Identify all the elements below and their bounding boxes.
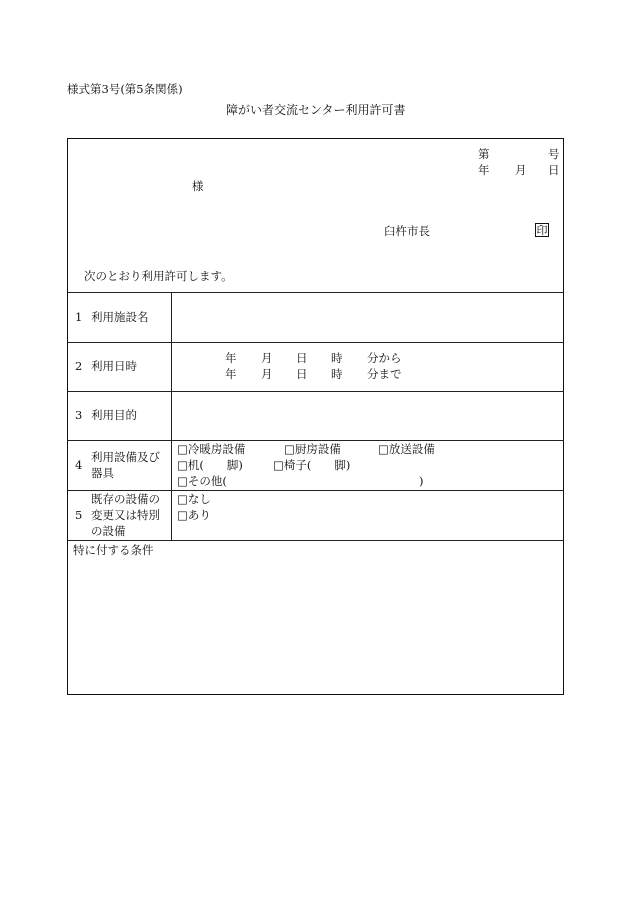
conditions-label: 特に付する条件 (73, 543, 154, 557)
datetime-end-year: 年 (225, 367, 237, 381)
number-label-dai: 第 (478, 147, 490, 161)
form-number: 様式第3号(第5条関係) (67, 82, 183, 96)
permission-statement: 次のとおり利用許可します。 (84, 269, 233, 283)
divider-row2 (67, 391, 564, 392)
recipient-sama: 様 (192, 179, 204, 193)
date-day: 日 (548, 163, 560, 177)
date-year: 年 (478, 163, 490, 177)
seal-mark: 印 (536, 224, 548, 237)
row-number-2: 2 (75, 359, 83, 373)
checkbox-none[interactable]: □なし (177, 492, 211, 506)
row-label-changes-line1: 既存の設備の (91, 492, 160, 506)
page-title: 障がい者交流センター利用許可書 (226, 103, 406, 117)
datetime-start-hour: 時 (331, 351, 343, 365)
date-month: 月 (515, 163, 527, 177)
checkbox-yes[interactable]: □あり (177, 508, 211, 522)
datetime-start-minute: 分から (367, 351, 402, 365)
row-label-datetime: 利用日時 (91, 359, 137, 373)
divider-header (67, 292, 564, 293)
row-label-equipment-line1: 利用設備及び (91, 450, 160, 464)
row-label-facility: 利用施設名 (91, 310, 149, 324)
checkbox-broadcast[interactable]: □放送設備 (378, 442, 435, 456)
checkbox-chair[interactable]: □椅子( 脚) (273, 458, 351, 472)
row-number-4: 4 (75, 458, 83, 472)
checkbox-kitchen[interactable]: □厨房設備 (284, 442, 341, 456)
divider-row5 (67, 540, 564, 541)
row-number-5: 5 (75, 508, 83, 522)
row-number-1: 1 (75, 310, 83, 324)
datetime-start-day: 日 (296, 351, 308, 365)
row-label-purpose: 利用目的 (91, 408, 137, 422)
checkbox-desk[interactable]: □机( 脚) (177, 458, 243, 472)
datetime-end-hour: 時 (331, 367, 343, 381)
checkbox-heating[interactable]: □冷暖房設備 (177, 442, 246, 456)
issuer-name: 臼杵市長 (384, 224, 430, 238)
datetime-start-year: 年 (225, 351, 237, 365)
datetime-end-day: 日 (296, 367, 308, 381)
column-divider (171, 292, 172, 540)
datetime-end-minute: 分まで (367, 367, 402, 381)
number-label-go: 号 (548, 147, 560, 161)
divider-row3 (67, 440, 564, 441)
row-label-equipment-line2: 器具 (91, 466, 114, 480)
datetime-end-month: 月 (261, 367, 273, 381)
divider-row4 (67, 490, 564, 491)
row-number-3: 3 (75, 408, 83, 422)
datetime-start-month: 月 (261, 351, 273, 365)
row-label-changes-line2: 変更又は特別 (91, 508, 160, 522)
other-close-paren: ) (419, 474, 424, 488)
form-frame (67, 138, 564, 695)
checkbox-other[interactable]: □その他( (177, 474, 227, 488)
divider-row1 (67, 342, 564, 343)
row-label-changes-line3: の設備 (91, 524, 126, 538)
